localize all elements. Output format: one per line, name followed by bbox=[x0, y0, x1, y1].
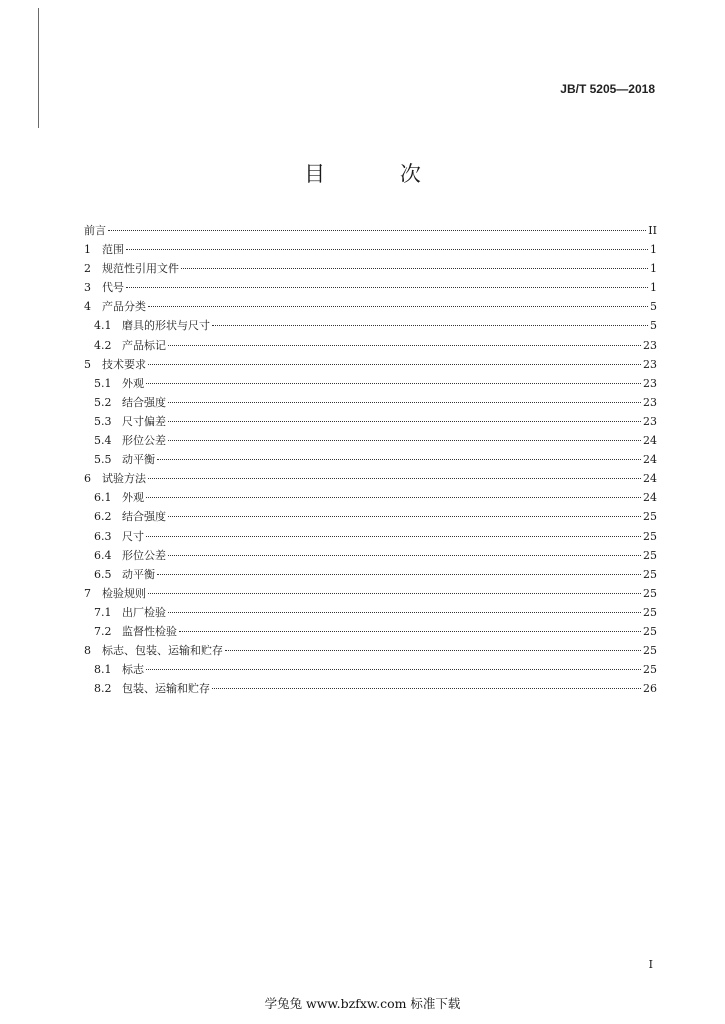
toc-entry-label: 前言 bbox=[84, 224, 106, 237]
toc-entry[interactable] bbox=[84, 336, 657, 355]
toc-entry-page: 24 bbox=[643, 434, 657, 448]
toc-entry-label: 形位公差 bbox=[122, 548, 166, 562]
toc-leader-dots bbox=[168, 421, 641, 422]
toc-entry-label: 规范性引用文件 bbox=[102, 262, 179, 276]
toc-entry-number: 5.2 bbox=[94, 395, 112, 409]
toc-entry[interactable] bbox=[84, 278, 657, 297]
toc-entry-number: 5.4 bbox=[94, 434, 112, 448]
toc-entry[interactable] bbox=[84, 641, 657, 660]
toc-entry-number: 6.3 bbox=[94, 529, 112, 543]
toc-entry-number: 7.2 bbox=[94, 624, 112, 638]
toc-entry-number: 6.5 bbox=[94, 567, 112, 581]
toc-entry[interactable] bbox=[84, 431, 657, 450]
toc-entry-number: 7.1 bbox=[94, 605, 112, 619]
toc-entry-label: 范围 bbox=[102, 243, 124, 257]
toc-entry[interactable] bbox=[84, 259, 657, 278]
toc-entry[interactable] bbox=[84, 565, 657, 584]
toc-entry[interactable] bbox=[84, 603, 657, 622]
toc-entry-number: 5.5 bbox=[94, 453, 112, 467]
toc-entry-number: 5.3 bbox=[94, 414, 112, 428]
toc-entry[interactable] bbox=[84, 221, 657, 240]
toc-entry-number: 6.4 bbox=[94, 548, 112, 562]
toc-entry-number: 8 bbox=[84, 644, 91, 658]
toc-entry-label: 动平衡 bbox=[122, 453, 155, 467]
scan-edge-line bbox=[38, 8, 39, 128]
toc-entry[interactable] bbox=[84, 393, 657, 412]
toc-leader-dots bbox=[146, 536, 641, 537]
toc-entry-label: 外观 bbox=[122, 491, 144, 505]
toc-entry-page: 23 bbox=[643, 338, 657, 352]
toc-entry-page: 25 bbox=[643, 586, 657, 600]
toc-entry-label: 动平衡 bbox=[122, 567, 155, 581]
toc-leader-dots bbox=[157, 574, 641, 575]
toc-entry-number: 8.1 bbox=[94, 663, 112, 677]
toc-entry[interactable] bbox=[84, 450, 657, 469]
toc-leader-dots bbox=[148, 593, 641, 594]
toc-entry[interactable] bbox=[84, 679, 657, 698]
table-of-contents bbox=[84, 221, 657, 698]
toc-entry[interactable] bbox=[84, 240, 657, 259]
toc-entry-page: 1 bbox=[650, 243, 657, 257]
toc-entry[interactable] bbox=[84, 412, 657, 431]
toc-entry[interactable] bbox=[84, 469, 657, 488]
toc-entry-page: 23 bbox=[643, 376, 657, 390]
toc-leader-dots bbox=[108, 230, 646, 231]
toc-leader-dots bbox=[168, 440, 641, 441]
toc-entry-page: 23 bbox=[643, 414, 657, 428]
toc-entry-page: 23 bbox=[643, 357, 657, 371]
toc-entry-number: 2 bbox=[84, 262, 91, 276]
toc-entry-page: 26 bbox=[643, 682, 657, 696]
toc-leader-dots bbox=[168, 612, 641, 613]
toc-leader-dots bbox=[181, 268, 648, 269]
toc-entry-page: 1 bbox=[650, 262, 657, 276]
toc-entry[interactable] bbox=[84, 316, 657, 335]
toc-entry-label: 出厂检验 bbox=[122, 605, 166, 619]
toc-entry-label: 监督性检验 bbox=[122, 624, 177, 638]
toc-entry-label: 尺寸偏差 bbox=[122, 414, 166, 428]
toc-entry-label: 形位公差 bbox=[122, 434, 166, 448]
toc-leader-dots bbox=[168, 402, 641, 403]
toc-entry-number: 3 bbox=[84, 281, 91, 295]
toc-leader-dots bbox=[146, 497, 641, 498]
footer-watermark: 学兔兔 www.bzfxw.com 标准下载 bbox=[264, 996, 461, 1011]
toc-entry-page: 24 bbox=[643, 491, 657, 505]
toc-entry-page: 25 bbox=[643, 663, 657, 677]
toc-entry[interactable] bbox=[84, 488, 657, 507]
toc-entry-page: 24 bbox=[643, 472, 657, 486]
toc-entry-label: 结合强度 bbox=[122, 510, 166, 524]
toc-leader-dots bbox=[148, 478, 641, 479]
toc-entry-number: 6 bbox=[84, 472, 91, 486]
toc-leader-dots bbox=[168, 345, 641, 346]
toc-entry-label: 技术要求 bbox=[102, 357, 146, 371]
toc-entry-number: 4 bbox=[84, 300, 91, 314]
toc-entry-label: 标志 bbox=[122, 663, 144, 677]
toc-entry-number: 6.1 bbox=[94, 491, 112, 505]
toc-entry-page: 25 bbox=[643, 548, 657, 562]
toc-entry-page: 23 bbox=[643, 395, 657, 409]
toc-entry-page: 25 bbox=[643, 605, 657, 619]
toc-entry-page: 25 bbox=[643, 510, 657, 524]
toc-leader-dots bbox=[126, 249, 648, 250]
toc-entry-number: 4.1 bbox=[94, 319, 112, 333]
toc-leader-dots bbox=[148, 306, 648, 307]
toc-entry-number: 4.2 bbox=[94, 338, 112, 352]
toc-leader-dots bbox=[126, 287, 648, 288]
toc-entry-page: 25 bbox=[643, 529, 657, 543]
toc-entry[interactable] bbox=[84, 660, 657, 679]
page-title: 目 次 bbox=[304, 162, 455, 186]
toc-entry-label: 试验方法 bbox=[102, 472, 146, 486]
toc-entry-label: 标志、包装、运输和贮存 bbox=[102, 644, 223, 658]
toc-entry-number: 8.2 bbox=[94, 682, 112, 696]
toc-entry-page: 25 bbox=[643, 644, 657, 658]
toc-leader-dots bbox=[212, 688, 641, 689]
toc-leader-dots bbox=[225, 650, 641, 651]
toc-entry-label: 外观 bbox=[122, 376, 144, 390]
toc-entry-label: 检验规则 bbox=[102, 586, 146, 600]
toc-entry[interactable] bbox=[84, 374, 657, 393]
toc-entry-number: 5.1 bbox=[94, 376, 112, 390]
toc-entry[interactable] bbox=[84, 546, 657, 565]
toc-entry-page: 5 bbox=[650, 319, 657, 333]
toc-entry-number: 1 bbox=[84, 243, 91, 257]
toc-entry-label: 产品分类 bbox=[102, 300, 146, 314]
toc-entry[interactable] bbox=[84, 507, 657, 526]
toc-entry-page: 25 bbox=[643, 624, 657, 638]
page-folio: I bbox=[648, 958, 653, 971]
toc-entry[interactable] bbox=[84, 527, 657, 546]
toc-entry-number: 5 bbox=[84, 357, 91, 371]
toc-leader-dots bbox=[212, 325, 648, 326]
toc-entry-page: II bbox=[648, 224, 657, 237]
toc-entry[interactable] bbox=[84, 355, 657, 374]
toc-entry-page: 1 bbox=[650, 281, 657, 295]
toc-entry-label: 结合强度 bbox=[122, 395, 166, 409]
toc-entry-label: 产品标记 bbox=[122, 338, 166, 352]
toc-entry-page: 25 bbox=[643, 567, 657, 581]
toc-leader-dots bbox=[148, 364, 641, 365]
toc-leader-dots bbox=[146, 383, 641, 384]
toc-leader-dots bbox=[179, 631, 641, 632]
toc-entry-label: 尺寸 bbox=[122, 529, 144, 543]
toc-leader-dots bbox=[146, 669, 641, 670]
standard-number: JB/T 5205—2018 bbox=[560, 82, 655, 96]
toc-entry[interactable] bbox=[84, 584, 657, 603]
toc-entry-number: 7 bbox=[84, 586, 91, 600]
toc-entry-page: 5 bbox=[650, 300, 657, 314]
toc-entry-page: 24 bbox=[643, 453, 657, 467]
toc-leader-dots bbox=[168, 555, 641, 556]
toc-entry-number: 6.2 bbox=[94, 510, 112, 524]
toc-entry[interactable] bbox=[84, 622, 657, 641]
toc-leader-dots bbox=[168, 516, 641, 517]
toc-entry-label: 包装、运输和贮存 bbox=[122, 682, 210, 696]
toc-leader-dots bbox=[157, 459, 641, 460]
toc-entry-label: 磨具的形状与尺寸 bbox=[122, 319, 210, 333]
toc-entry-label: 代号 bbox=[102, 281, 124, 295]
toc-entry[interactable] bbox=[84, 297, 657, 316]
